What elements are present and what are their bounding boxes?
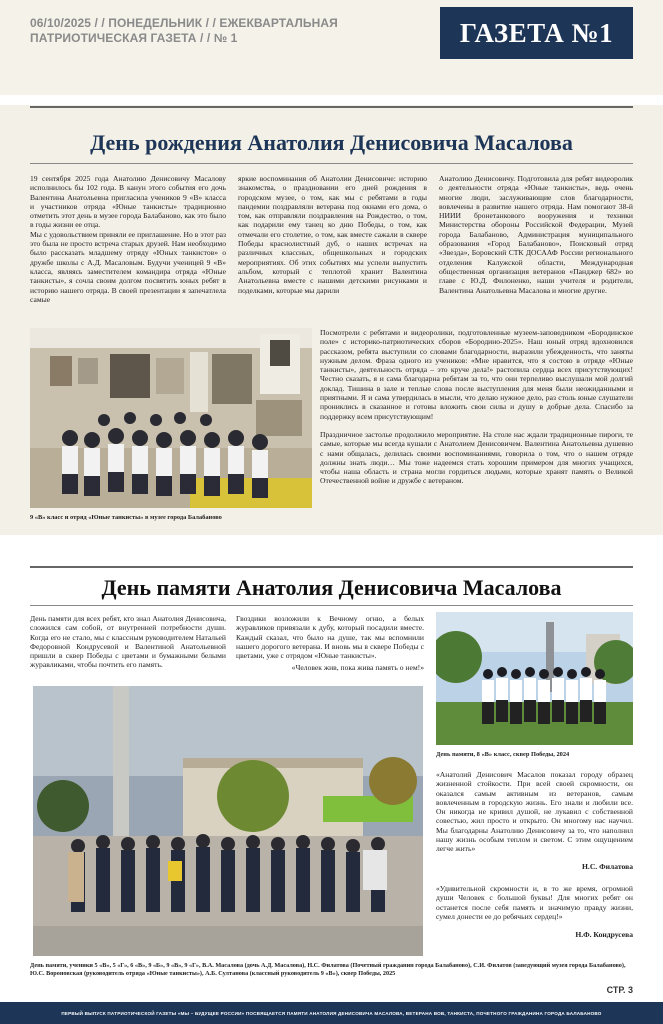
article1-column-3: Анатолию Денисовичу. Подготовила для ребят видеоролик о деятельности отряда «Юные танкисты», ведь очень многие люди, заслуживающие слов благодарности, вовлечены в развитие нашего отряда. Нам помогают 38-й НИИИ бронетанкового вооружения и техники Министерства обороны Российской Федерации, Музей города Балабаново, Администрация муниципального образования «Город Балабаново», Поисковый отряд «Звезда», Боровский СТК ДОСААФ России регионального отделения Калужской области, Международная общественная организация ветеранов «Панджер 682» во главе с Ю.Д. Филоненко, наши учителя и родители, Валентина Анатольевна Масалова и многие другие.: [439, 174, 633, 295]
article2-title: День памяти Анатолия Денисовича Масалова: [101, 575, 562, 600]
divider: [30, 566, 633, 568]
paragraph: Посмотрели с ребятами и видеоролики, подготовленные музеем-заповедником «Бородинское поле» с историко-патриотических сборов «Бородино-2025». Наш юный отряд вдохновился рассказом, ребята выступили со словами благодарности, выразили убежденность, что заняты нужным делом. Фраза одного из учеников: «Мне нравится, что я состою в отряде «Юные танкисты», деятельность отряда – это круче дела!» растопила сердца всех присутствующих! Честно сказать, я и сама благодарна ребятам за то, что они терпеливо выслушали мой долгий доклад. Тишина в зале и теплые слова после выступления для меня были неожиданными и приятными. Я и сама утвердилась в мысли, что делаю нужное дело, раз столь юные слушатели прониклись в сказанное и готовы вложить свои силы и душу в добрые дела. Спасибо за поддержку всем присутствующим!: [320, 328, 633, 421]
museum-photo: [30, 328, 312, 508]
article1-column-1: [30, 174, 226, 304]
group-photo-caption: День памяти, ученики 5 «В», 5 «Г», 6 «В», 9 «Б», 9 «В», 9 «Г», В.А. Масалова (дочь А.Д. Масалова), Н.С. Филатова (Почетный гражданин города Балабаново), С.И. Филатов (заведующий музея города Балабаново), Ю.С. Вороновская (руководитель отряда «Юные танкисты»), А.Б. Султанова (классный руководитель 9 «В»), сквер Победы, 2025: [30, 962, 626, 977]
divider: [30, 605, 633, 606]
date-line: 06/10/2025 / / ПОНЕДЕЛЬНИК / / ЕЖЕКВАРТАЛЬНАЯ ПАТРИОТИЧЕСКАЯ ГАЗЕТА / / № 1: [30, 16, 338, 45]
memory-day-group-photo: [33, 686, 423, 956]
signature-filatova: Н.С. Филатова: [582, 862, 633, 871]
victory-square-photo-drawing: [436, 612, 633, 745]
divider: [30, 163, 633, 164]
museum-photo-drawing: [30, 328, 312, 508]
quote-kondruseva: «Удивительной скромности и, в то же время, огромной души Человек с большой буквы! Для многих ребят он останется после себя память и значимую правду жизни, сумел донести ее до ребячьих сердец!»: [436, 884, 633, 921]
article2-column-1: День памяти для всех ребят, кто знал Анатолия Денисовича, сложился сам собой, от внутренней потребности души. Когда его не стало, мы с классным руководителем Натальей Федоровной Кондрусевой и Валентиной Анатольевной пришли в сквер Победы с цветами и бумажными белыми журавликами, чтобы почтить его память.: [30, 614, 226, 670]
article1-title: День рождения Анатолия Денисовича Масалова: [90, 130, 573, 155]
victory-square-photo-2024: [436, 612, 633, 745]
paragraph: 19 сентября 2025 года Анатолию Денисовичу Масалову исполнилось бы 102 года. В канун этого события его дочь Валентина Анатольевна пригласила учеников 9 «В» класса и участников отряда «Юные танкисты» традиционно отметить этот день в музее города Балабаново, как это было в годы жизни ее отца.: [30, 174, 226, 230]
divider: [30, 106, 633, 108]
memory-day-group-photo-drawing: [33, 686, 423, 956]
newspaper-logo: ГАЗЕТА №1: [440, 7, 633, 59]
paragraph: Мы с удовольствием приняли ее приглашение. Но в этот раз это была не просто встреча старых друзей. Нам необходимо было рассказать младшему отряду «Юных танкистов» о дружбе школы с А.Д. Масаловым. Будучи ученицей 9 «В» класса, являясь заместителем командира отряда «Юные танкисты», я сочла своим долгом посвятить юных ребят в историю нашего отряда. В своей презентации я запечатлела самые: [30, 229, 226, 304]
article1-column-2: яркие воспоминания об Анатолии Денисовиче: историю знакомства, о праздновании его дней рождения в городском музее, о том, как мы с ребятами в годы пандемии поздравляли ветерана под окнами его дома, о том, как отправляли поздравления на Рождество, о том, как подарили ему танец ко дню Победы, о том, как отмечали его столетие, о том, как вместе сажали в сквере Победы краснолистный дуб, о наших встречах на различных классных, общешкольных и городских мероприятиях. Об этих событиях мы успели выпустить альбом, который с теплотой хранит Валентина Анатольевна вместе с нашими детскими рисунками и поделками, которые мы дарили: [238, 174, 427, 295]
paragraph: Гвоздики возложили к Вечному огню, а белых журавликов привязали к дубу, который посадили вместе. Каждый сказал, что было на душе, так мы вспомнили нашего дорогого ветерана. И вновь мы в сквере Победы с цветами, уже с отрядом «Юные танкисты».: [236, 614, 424, 661]
memory-quote: «Человек жив, пока жива память о нем!»: [291, 663, 424, 673]
footer-band: ПЕРВЫЙ ВЫПУСК ПАТРИОТИЧЕСКОЙ ГАЗЕТЫ «МЫ – БУДУЩЕЕ РОССИИ» ПОСВЯЩАЕТСЯ ПАМЯТИ АНАТОЛИЯ ДЕНИСОВИЧА МАСАЛОВА, ВЕТЕРАНА ВОВ, ТАНКИСТА, ПОЧЕТНОГО ГРАЖДАНИНА ГОРОДА БАЛАБАНОВО: [0, 1002, 663, 1024]
article1-right-text: [320, 328, 633, 486]
signature-kondruseva: Н.Ф. Кондрусева: [575, 930, 633, 939]
article2-column-2: [236, 614, 424, 673]
small-photo-caption: День памяти, 8 «В» класс, сквер Победы, 2024: [436, 751, 570, 758]
quote-filatova: «Анатолий Денисович Масалов показал городу образец жизненной стойкости. При всей своей скромности, он оказался самым активным из ветеранов, самым вовлеченным в городскую жизнь. Его знали и любили все. Он никогда не кривил душой, не лукавил с собственной совестью, жил просто и открыто. Он многому нас научил. Мы благодарны Анатолию Денисовичу за то, что наполнил нашу жизнь особым теплом и светом. С этим ощущением легче жить»: [436, 770, 633, 854]
museum-photo-caption: 9 «В» класс и отряд «Юные танкисты» в музее города Балабаново: [30, 514, 222, 521]
paragraph: Праздничное застолье продолжило мероприятие. На столе нас ждали традиционные пироги, те самые, которые мы всегда кушали с Анатолием Денисовичем. Валентина Анатольевна душевно с нами общалась, делилась своими воспоминаниями, говорила о том, что о нашем отряде должны знать люди… Мы тоже надеемся стать хорошим примером для многих учащихся, чтобы наша область и страна могли гордиться людьми, которые хранят память о Великой Отечественной войне и дружбе с ветераном.: [320, 429, 633, 486]
page-number: СТР. 3: [606, 985, 633, 995]
